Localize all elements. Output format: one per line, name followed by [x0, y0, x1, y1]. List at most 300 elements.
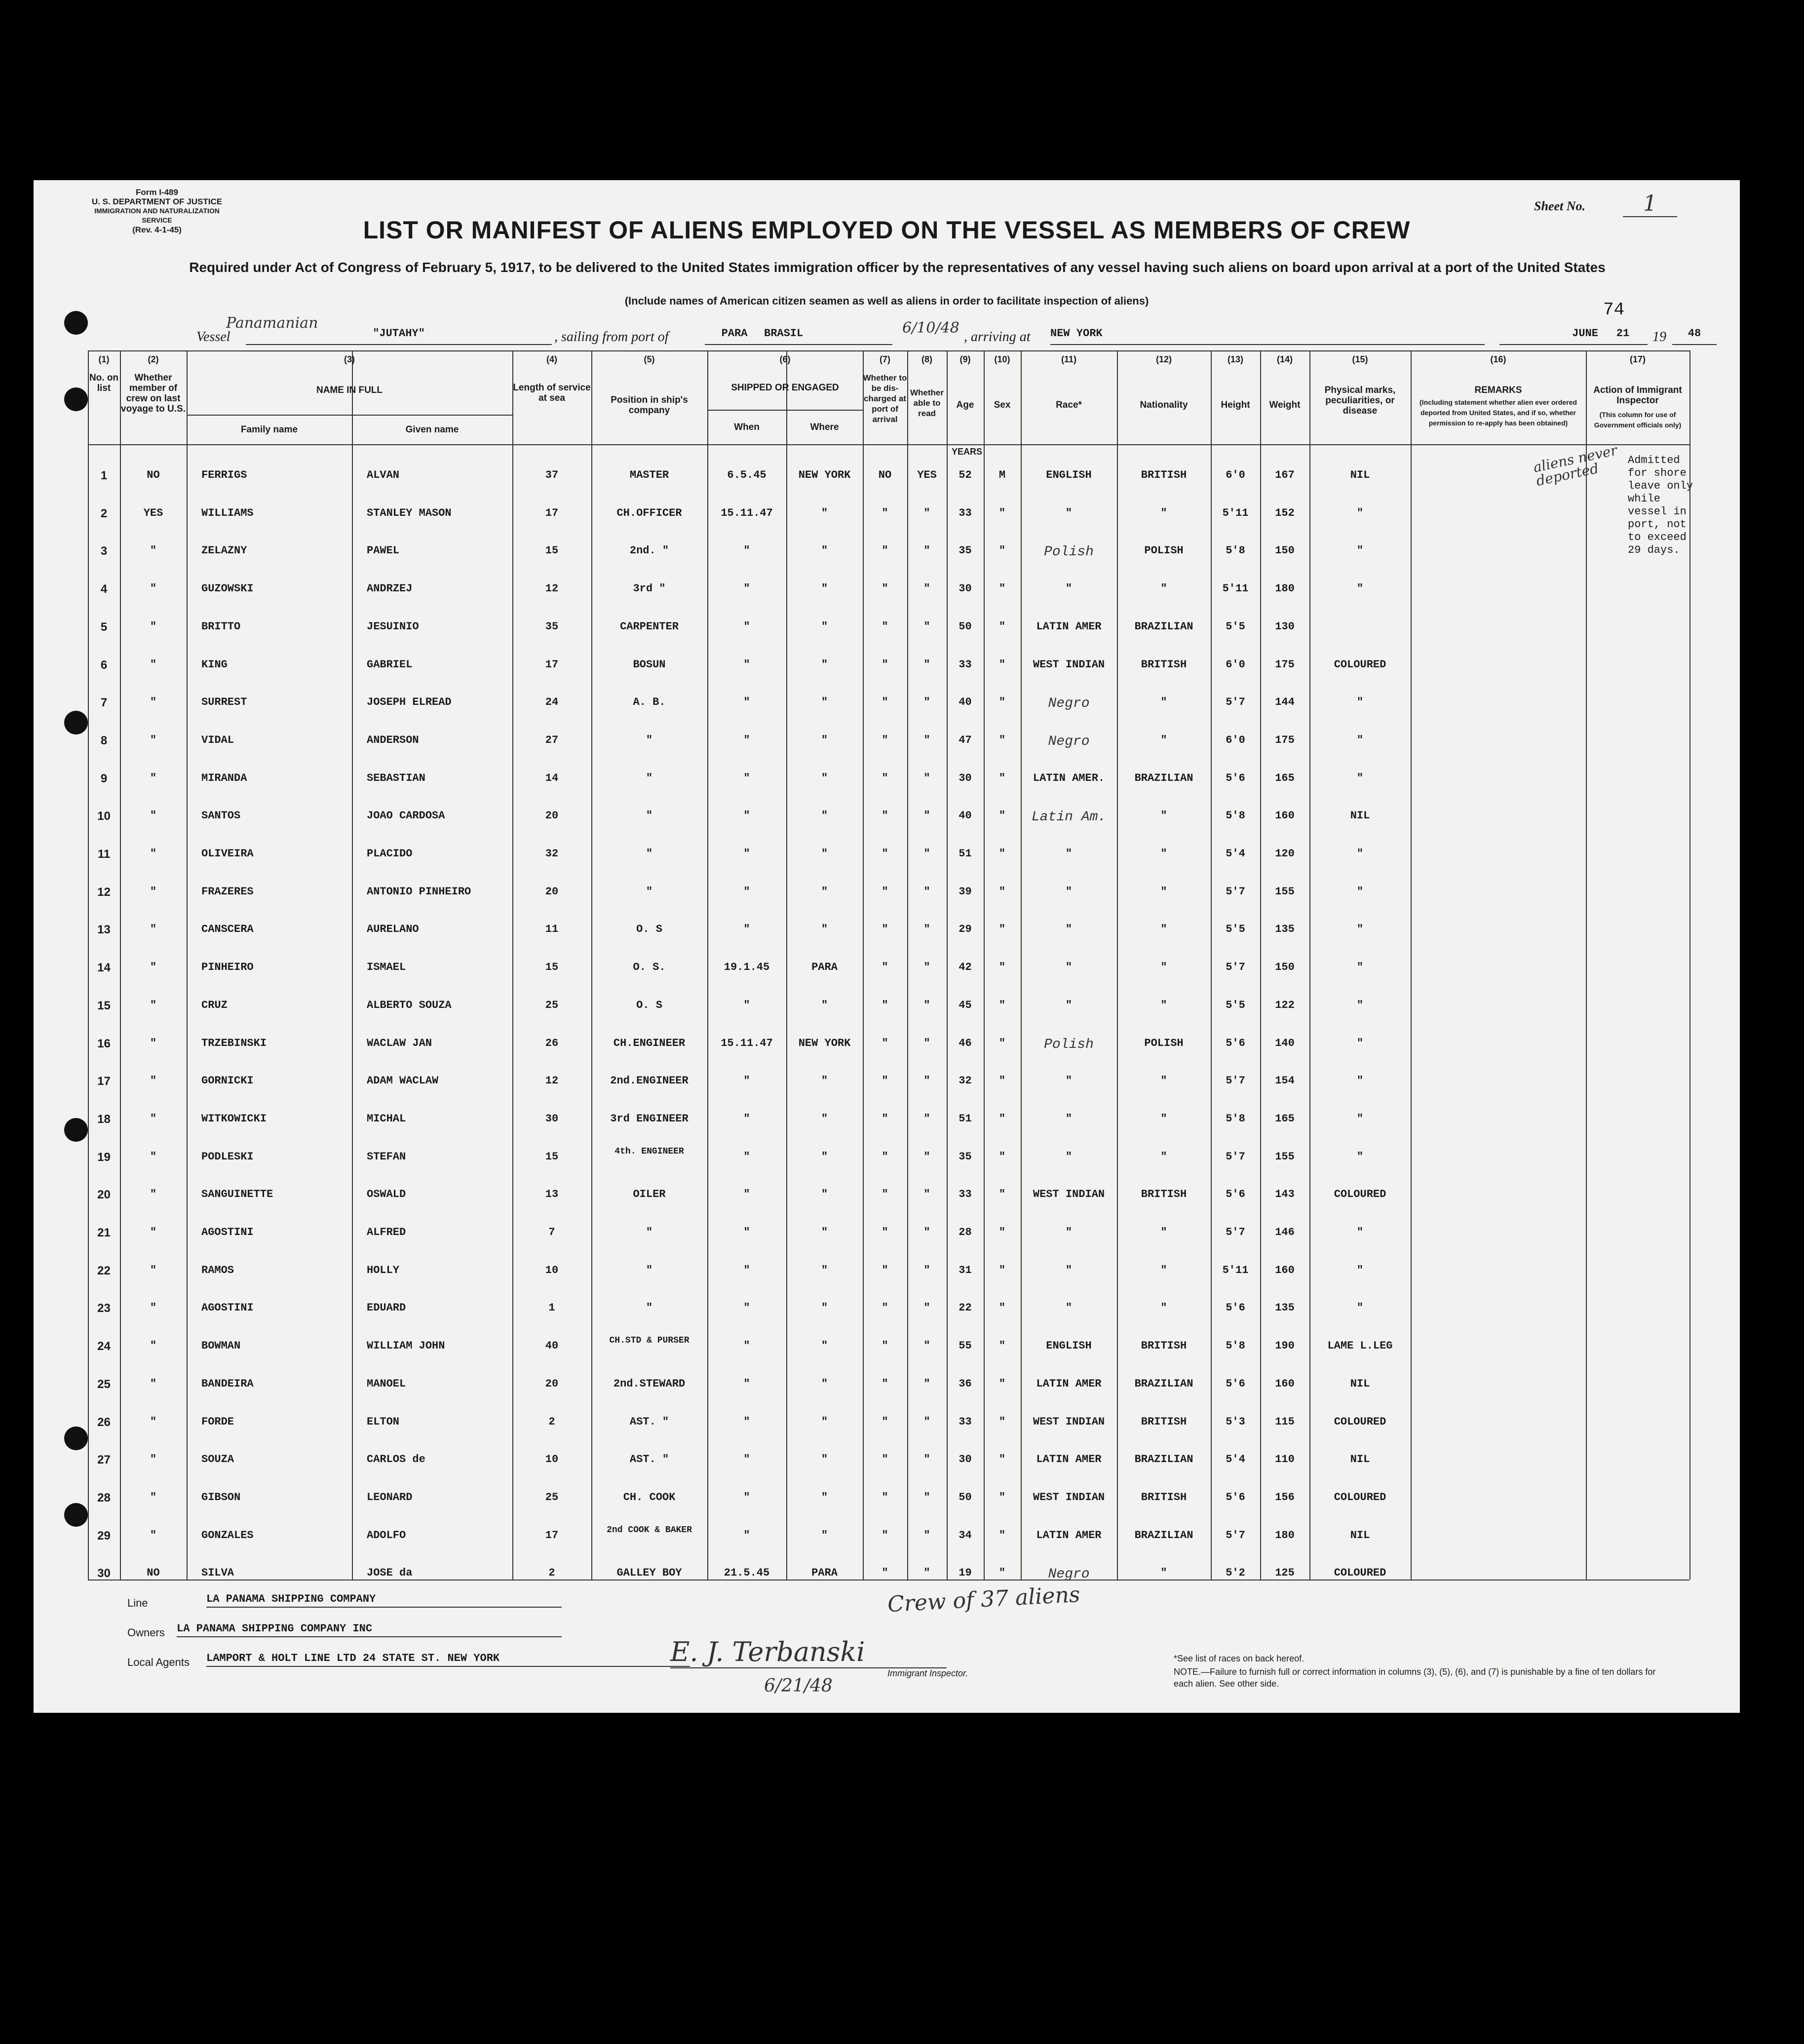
- cell-where: ": [821, 1415, 828, 1428]
- cell-height: 5'11: [1222, 506, 1249, 519]
- cell-when: ": [743, 999, 750, 1011]
- cell-given: ALVAN: [367, 469, 400, 481]
- cell-family: TRZEBINSKI: [201, 1037, 267, 1049]
- cell-sex: ": [998, 1075, 1006, 1087]
- cell-where: ": [821, 1340, 828, 1352]
- header-age: Age: [956, 400, 974, 410]
- cell-age: 46: [959, 1037, 972, 1049]
- cell-height: 6'0: [1226, 469, 1245, 481]
- cell-race: Negro: [1048, 696, 1090, 712]
- cell-nat: ": [1160, 506, 1167, 519]
- column-number: (4): [546, 354, 557, 364]
- cell-last: ": [150, 658, 157, 671]
- cell-height: 5'6: [1226, 771, 1245, 784]
- cell-when: ": [743, 1377, 750, 1390]
- cell-weight: 160: [1275, 1264, 1295, 1276]
- manifest-sheet: [34, 180, 1740, 1713]
- cell-family: PINHEIRO: [201, 961, 254, 974]
- cell-age: 29: [959, 923, 972, 936]
- cell-disch: ": [882, 1415, 888, 1428]
- cell-height: 6'0: [1226, 658, 1245, 671]
- cell-given: ALFRED: [367, 1226, 406, 1238]
- header-subrule: [707, 410, 863, 411]
- cell-when: ": [743, 1226, 750, 1238]
- agents-value: LAMPORT & HOLT LINE LTD 24 STATE ST. NEW YORK: [206, 1652, 690, 1667]
- cell-nat: BRAZILIAN: [1134, 1529, 1193, 1542]
- cell-where: ": [821, 1264, 828, 1276]
- crew-table: [88, 350, 1693, 1582]
- cell-where: ": [821, 582, 828, 595]
- cell-weight: 150: [1275, 544, 1295, 557]
- cell-position: ": [646, 771, 653, 784]
- column-rule: [1021, 350, 1022, 1580]
- header-length-of-service: Length of service at sea: [513, 383, 591, 403]
- cell-given: PAWEL: [367, 544, 400, 557]
- sailing-country: BRASIL: [764, 327, 892, 345]
- cell-age: 39: [959, 885, 972, 898]
- cell-marks: ": [1356, 848, 1364, 860]
- cell-no: 13: [97, 923, 111, 937]
- cell-read: ": [923, 999, 930, 1011]
- cell-height: 5'7: [1226, 1075, 1245, 1087]
- cell-disch: ": [882, 1264, 888, 1276]
- column-rule: [984, 350, 985, 1580]
- cell-race: ": [1065, 506, 1073, 519]
- cell-disch: ": [882, 1491, 888, 1504]
- remarks-row-1: Admitted for shore leave only while vessel in port, not to exceed 29 days.: [1628, 454, 1693, 556]
- cell-nat: ": [1160, 582, 1167, 595]
- cell-service: 20: [545, 885, 559, 898]
- cell-height: 5'7: [1226, 1150, 1245, 1163]
- cell-family: GORNICKI: [201, 1075, 254, 1087]
- cell-weight: 180: [1275, 582, 1295, 595]
- cell-age: 52: [959, 469, 972, 481]
- cell-when: ": [743, 544, 750, 557]
- cell-height: 5'11: [1222, 1264, 1249, 1276]
- cell-age: 42: [959, 961, 972, 974]
- cell-sex: ": [998, 1340, 1006, 1352]
- cell-nat: ": [1160, 1302, 1167, 1314]
- punch-hole: [64, 387, 88, 411]
- cell-race: ": [1065, 582, 1073, 595]
- cell-no: 26: [97, 1415, 111, 1429]
- column-rule: [1117, 350, 1118, 1580]
- cell-no: 1: [100, 469, 108, 482]
- inspector-date: 6/21/48: [764, 1676, 833, 1696]
- cell-family: MIRANDA: [201, 771, 247, 784]
- cell-no: 9: [100, 771, 108, 785]
- cell-race: Polish: [1044, 544, 1094, 560]
- cell-read: ": [923, 1377, 930, 1390]
- cell-family: SILVA: [201, 1567, 234, 1580]
- cell-disch: ": [882, 1226, 888, 1238]
- cell-nat: BRAZILIAN: [1134, 771, 1193, 784]
- header-action: Action of Immigrant Inspector: [1593, 385, 1682, 406]
- cell-weight: 122: [1275, 999, 1295, 1011]
- cell-marks: ": [1356, 961, 1364, 974]
- cell-last: ": [150, 1302, 157, 1314]
- cell-sex: ": [998, 1188, 1006, 1201]
- cell-race: Latin Am.: [1031, 810, 1107, 825]
- cell-where: ": [821, 733, 828, 746]
- cell-no: 28: [97, 1491, 111, 1504]
- cell-read: ": [923, 1037, 930, 1049]
- cell-race: WEST INDIAN: [1033, 1415, 1105, 1428]
- cell-when: ": [743, 620, 750, 633]
- cell-nat: ": [1160, 1112, 1167, 1125]
- sailing-date: 6/10/48: [902, 319, 960, 337]
- cell-given: JOSE da: [367, 1567, 413, 1580]
- cell-nat: BRITISH: [1141, 1188, 1187, 1201]
- arriving-label: , arriving at: [964, 329, 1031, 345]
- column-number: (13): [1227, 354, 1243, 364]
- column-rule: [352, 350, 353, 1580]
- cell-given: MANOEL: [367, 1377, 406, 1390]
- cell-where: ": [821, 1150, 828, 1163]
- cell-age: 40: [959, 810, 972, 822]
- cell-last: ": [150, 848, 157, 860]
- cell-sex: ": [998, 999, 1006, 1011]
- cell-no: 10: [97, 810, 111, 823]
- cell-no: 21: [97, 1226, 111, 1239]
- cell-height: 5'5: [1226, 999, 1245, 1011]
- cell-sex: ": [998, 1453, 1006, 1466]
- cell-sex: ": [998, 506, 1006, 519]
- cell-given: OSWALD: [367, 1188, 406, 1201]
- cell-when: 15.11.47: [721, 1037, 773, 1049]
- column-number: (2): [148, 354, 159, 364]
- cell-sex: ": [998, 1264, 1006, 1276]
- fine-note: NOTE.—Failure to furnish full or correct information in columns (3), (5), (6), and (7) is punishable by a fine of ten dollars for each alien. See other side.: [1174, 1667, 1656, 1689]
- cell-when: ": [743, 848, 750, 860]
- cell-age: 55: [959, 1340, 972, 1352]
- cell-no: 23: [97, 1302, 111, 1315]
- cell-read: ": [923, 696, 930, 709]
- cell-where: ": [821, 810, 828, 822]
- column-rule: [907, 350, 908, 1580]
- cell-read: ": [923, 1264, 930, 1276]
- column-rule: [947, 350, 948, 1580]
- cell-family: CANSCERA: [201, 923, 254, 936]
- cell-sex: ": [998, 1377, 1006, 1390]
- cell-height: 5'7: [1226, 961, 1245, 974]
- cell-no: 19: [97, 1150, 111, 1164]
- cell-marks: COLOURED: [1334, 1415, 1386, 1428]
- cell-sex: ": [998, 1037, 1006, 1049]
- cell-given: MICHAL: [367, 1112, 406, 1125]
- cell-position: 2nd.STEWARD: [613, 1377, 686, 1390]
- cell-weight: 130: [1275, 620, 1295, 633]
- vessel-label: Vessel: [196, 329, 230, 345]
- cell-age: 33: [959, 506, 972, 519]
- cell-when: ": [743, 1264, 750, 1276]
- header-weight: Weight: [1269, 400, 1301, 410]
- cell-position: 2nd COOK & BAKER: [607, 1525, 692, 1535]
- cell-race: ": [1065, 1264, 1073, 1276]
- cell-position: 4th. ENGINEER: [614, 1146, 684, 1157]
- column-rule: [786, 350, 787, 1580]
- cell-position: BOSUN: [633, 658, 666, 671]
- cell-given: STANLEY MASON: [367, 506, 452, 519]
- service-name: IMMIGRATION AND NATURALIZATION SERVICE: [94, 207, 220, 224]
- cell-last: ": [150, 1112, 157, 1125]
- cell-when: 6.5.45: [727, 469, 767, 481]
- cell-sex: ": [998, 961, 1006, 974]
- cell-read: ": [923, 810, 930, 822]
- sailing-label: , sailing from port of: [554, 329, 669, 345]
- cell-weight: 140: [1275, 1037, 1295, 1049]
- cell-last: ": [150, 810, 157, 822]
- cell-position: ": [646, 1264, 653, 1276]
- cell-disch: ": [882, 810, 888, 822]
- cell-marks: ": [1356, 582, 1364, 595]
- cell-age: 30: [959, 582, 972, 595]
- cell-weight: 160: [1275, 810, 1295, 822]
- cell-last: ": [150, 999, 157, 1011]
- cell-when: ": [743, 1075, 750, 1087]
- cell-service: 32: [545, 848, 559, 860]
- cell-age: 33: [959, 1188, 972, 1201]
- header-family-name: Family name: [240, 424, 298, 435]
- cell-given: ALBERTO SOUZA: [367, 999, 452, 1011]
- cell-family: SOUZA: [201, 1453, 234, 1466]
- cell-family: PODLESKI: [201, 1150, 254, 1163]
- cell-nat: ": [1160, 1567, 1167, 1580]
- cell-last: ": [150, 923, 157, 936]
- cell-no: 7: [100, 696, 108, 710]
- cell-nat: POLISH: [1144, 1037, 1184, 1049]
- line-value: LA PANAMA SHIPPING COMPANY: [206, 1593, 562, 1608]
- cell-disch: ": [882, 1567, 888, 1580]
- cell-nat: ": [1160, 1264, 1167, 1276]
- cell-no: 20: [97, 1188, 111, 1202]
- cell-read: ": [923, 620, 930, 633]
- cell-no: 24: [97, 1340, 111, 1353]
- footer: [88, 1581, 1689, 1710]
- header-able-to-read: Whether able to read: [910, 388, 944, 418]
- cell-weight: 155: [1275, 1150, 1295, 1163]
- cell-weight: 120: [1275, 848, 1295, 860]
- cell-sex: M: [998, 469, 1006, 481]
- cell-marks: ": [1356, 885, 1364, 898]
- cell-race: ": [1065, 1226, 1073, 1238]
- cell-no: 15: [97, 999, 111, 1012]
- cell-age: 33: [959, 1415, 972, 1428]
- cell-race: LATIN AMER: [1036, 620, 1102, 633]
- cell-service: 10: [545, 1453, 559, 1466]
- cell-nat: ": [1160, 1075, 1167, 1087]
- cell-nat: BRITISH: [1141, 1491, 1187, 1504]
- cell-read: ": [923, 961, 930, 974]
- cell-service: 17: [545, 658, 559, 671]
- cell-disch: ": [882, 658, 888, 671]
- cell-race: ENGLISH: [1046, 469, 1092, 481]
- inspector-label: Immigrant Inspector.: [887, 1668, 968, 1678]
- cell-nat: ": [1160, 848, 1167, 860]
- cell-disch: ": [882, 1453, 888, 1466]
- cell-read: ": [923, 1112, 930, 1125]
- cell-height: 5'5: [1226, 620, 1245, 633]
- header-name-in-full: NAME IN FULL: [316, 385, 383, 395]
- cell-where: ": [821, 1491, 828, 1504]
- cell-disch: ": [882, 848, 888, 860]
- cell-read: ": [923, 506, 930, 519]
- column-number: (17): [1629, 354, 1646, 364]
- cell-service: 27: [545, 733, 559, 746]
- punch-hole: [64, 1118, 88, 1142]
- cell-age: 32: [959, 1075, 972, 1087]
- cell-last: ": [150, 1415, 157, 1428]
- cell-read: ": [923, 544, 930, 557]
- cell-last: ": [150, 1491, 157, 1504]
- cell-race: LATIN AMER: [1036, 1529, 1102, 1542]
- cell-weight: 154: [1275, 1075, 1295, 1087]
- cell-disch: NO: [878, 469, 892, 481]
- cell-height: 5'3: [1226, 1415, 1245, 1428]
- header-separator: [88, 444, 1689, 445]
- cell-when: ": [743, 1529, 750, 1542]
- inspector-signature: E. J. Terbanski: [670, 1636, 947, 1668]
- cell-age: 30: [959, 771, 972, 784]
- cell-height: 5'7: [1226, 885, 1245, 898]
- cell-sex: ": [998, 658, 1006, 671]
- cell-marks: NIL: [1350, 1453, 1370, 1466]
- cell-no: 18: [97, 1112, 111, 1126]
- cell-weight: 175: [1275, 733, 1295, 746]
- cell-read: ": [923, 582, 930, 595]
- header-when: When: [734, 422, 760, 432]
- cell-when: ": [743, 1112, 750, 1125]
- sheet-number: 1: [1623, 191, 1677, 217]
- cell-marks: ": [1356, 1150, 1364, 1163]
- cell-last: ": [150, 1226, 157, 1238]
- cell-disch: ": [882, 923, 888, 936]
- cell-service: 11: [545, 923, 559, 936]
- cell-nat: POLISH: [1144, 544, 1184, 557]
- column-number: (1): [98, 354, 110, 364]
- cell-sex: ": [998, 1491, 1006, 1504]
- cell-race: ": [1065, 923, 1073, 936]
- cell-no: 17: [97, 1075, 111, 1088]
- cell-given: ELTON: [367, 1415, 400, 1428]
- cell-family: FERRIGS: [201, 469, 247, 481]
- header-height: Height: [1221, 400, 1250, 410]
- cell-given: WILLIAM JOHN: [367, 1340, 445, 1352]
- cell-marks: ": [1356, 1302, 1364, 1314]
- cell-where: ": [821, 1188, 828, 1201]
- cell-read: ": [923, 1302, 930, 1314]
- revision: (Rev. 4-1-45): [132, 225, 182, 234]
- column-number: (10): [994, 354, 1010, 364]
- cell-sex: ": [998, 1226, 1006, 1238]
- cell-age: 31: [959, 1264, 972, 1276]
- column-rule: [591, 350, 592, 1580]
- cell-disch: ": [882, 999, 888, 1011]
- cell-when: ": [743, 810, 750, 822]
- cell-position: CH.ENGINEER: [613, 1037, 686, 1049]
- cell-given: ANDERSON: [367, 733, 419, 746]
- cell-sex: ": [998, 771, 1006, 784]
- cell-service: 13: [545, 1188, 559, 1201]
- cell-weight: 110: [1275, 1453, 1295, 1466]
- punch-hole: [64, 1427, 88, 1450]
- cell-read: ": [923, 1075, 930, 1087]
- remarks-handwritten: aliens never deported: [1532, 442, 1619, 490]
- cell-last: ": [150, 1529, 157, 1542]
- cell-race: LATIN AMER: [1036, 1453, 1102, 1466]
- cell-given: ANDRZEJ: [367, 582, 413, 595]
- cell-no: 6: [100, 658, 108, 672]
- cell-service: 20: [545, 810, 559, 822]
- cell-marks: LAME L.LEG: [1327, 1340, 1393, 1352]
- cell-where: ": [821, 848, 828, 860]
- cell-nat: BRITISH: [1141, 469, 1187, 481]
- cell-age: 33: [959, 658, 972, 671]
- cell-sex: ": [998, 923, 1006, 936]
- cell-race: WEST INDIAN: [1033, 1491, 1105, 1504]
- column-rule: [707, 350, 708, 1580]
- cell-family: AGOSTINI: [201, 1226, 254, 1238]
- cell-height: 5'6: [1226, 1302, 1245, 1314]
- cell-service: 17: [545, 506, 559, 519]
- cell-where: ": [821, 1377, 828, 1390]
- cell-last: NO: [147, 469, 160, 481]
- cell-nat: BRAZILIAN: [1134, 1453, 1193, 1466]
- cell-no: 14: [97, 961, 111, 975]
- cell-sex: ": [998, 1567, 1006, 1580]
- column-rule: [120, 350, 121, 1580]
- cell-weight: 143: [1275, 1188, 1295, 1201]
- cell-position: OILER: [633, 1188, 666, 1201]
- cell-family: ZELAZNY: [201, 544, 247, 557]
- table-border: [88, 1580, 1689, 1581]
- cell-sex: ": [998, 1529, 1006, 1542]
- cell-when: ": [743, 582, 750, 595]
- cell-sex: ": [998, 733, 1006, 746]
- cell-position: ": [646, 1302, 653, 1314]
- owners-label: Owners: [127, 1626, 165, 1639]
- column-number: (7): [880, 354, 890, 364]
- cell-position: 3rd ENGINEER: [610, 1112, 689, 1125]
- punch-hole: [64, 1503, 88, 1527]
- cell-age: 50: [959, 1491, 972, 1504]
- cell-marks: ": [1356, 1075, 1364, 1087]
- cell-race: Polish: [1044, 1037, 1094, 1052]
- cell-where: ": [821, 885, 828, 898]
- cell-last: ": [150, 1075, 157, 1087]
- page-subnote: (Include names of American citizen seamen as well as aliens in order to facilitate inspection of aliens): [624, 295, 1149, 307]
- cell-where: NEW YORK: [798, 1037, 851, 1049]
- cell-disch: ": [882, 1340, 888, 1352]
- cell-last: YES: [143, 506, 163, 519]
- cell-service: 12: [545, 1075, 559, 1087]
- cell-height: 5'4: [1226, 848, 1245, 860]
- cell-position: O. S.: [633, 961, 666, 974]
- cell-race: ": [1065, 885, 1073, 898]
- header-position: Position in ship's company: [611, 395, 688, 416]
- cell-when: ": [743, 923, 750, 936]
- column-number: (8): [921, 354, 932, 364]
- cell-age: 22: [959, 1302, 972, 1314]
- cell-given: ADAM WACLAW: [367, 1075, 439, 1087]
- header-remarks-note: (Including statement whether alien ever ordered deported from United States, and if so, whether permission to re-apply has been obtained): [1420, 398, 1577, 427]
- header-action-note: (This column for use of Government officials only): [1594, 411, 1682, 429]
- cell-given: ANTONIO PINHEIRO: [367, 885, 471, 898]
- cell-position: 3rd ": [633, 582, 666, 595]
- cell-read: ": [923, 885, 930, 898]
- line-label: Line: [127, 1597, 148, 1609]
- cell-given: HOLLY: [367, 1264, 400, 1276]
